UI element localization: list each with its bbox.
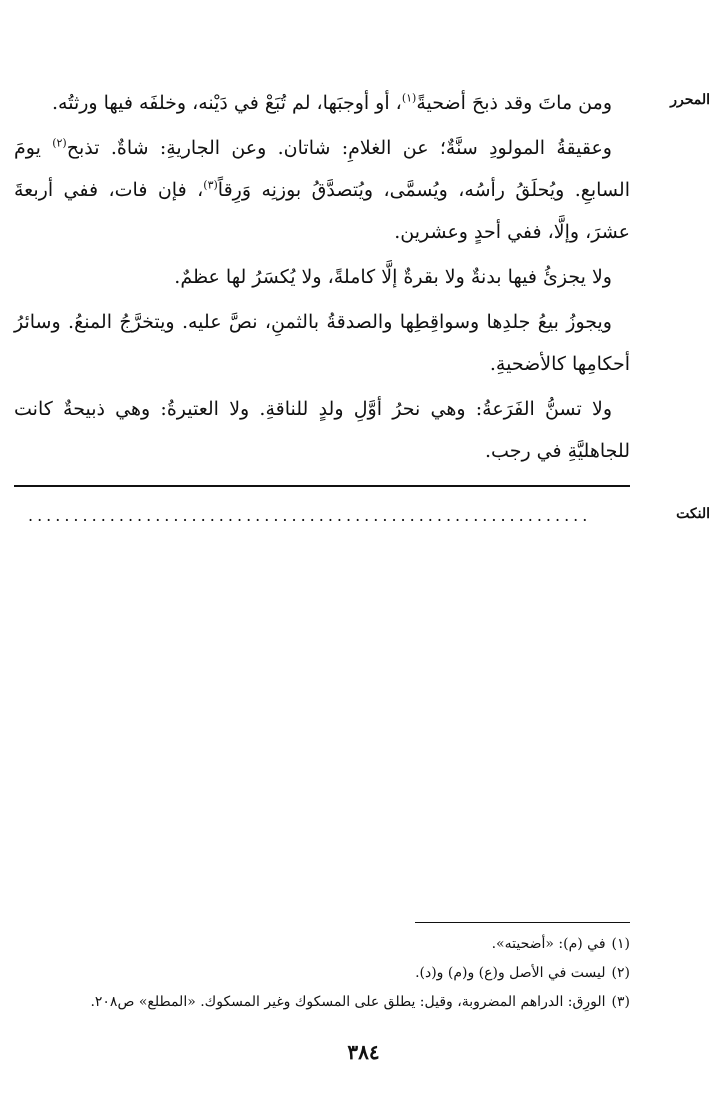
paragraph-1 <box>14 82 630 124</box>
footnote-ref-3[interactable]: (٣) <box>203 178 218 192</box>
footnote-text: الورِق: الدراهم المضروبة، وقيل: يطلق على المسكوك وغير المسكوك. «المطلع» ص٢٠٨. <box>90 994 606 1010</box>
page-number: ٣٨٤ <box>347 1040 380 1064</box>
footnote-number: (٣) <box>611 994 630 1010</box>
p1-text-a: ومن ماتَ وقد ذبحَ أضحيةً <box>416 92 612 114</box>
footnote-number: (٢) <box>611 965 630 981</box>
footnote-divider <box>415 922 630 923</box>
main-text-block <box>14 82 630 475</box>
footnote-number: (١) <box>611 936 630 952</box>
footnote-text: في (م): «أضحيته». <box>491 936 606 952</box>
footnote-text: ليست في الأصل و(ع) و(م) و(د). <box>415 965 606 981</box>
footnote-3 <box>30 988 630 1017</box>
p1-text-b: ، أو أوجبَها، لم تُبَعْ في دَيْنه، وخلفَه فيها ورثتُه. <box>52 92 402 114</box>
p2-text-c: ، فإن فات، ففي أربعةَ عشرَ، وإلَّا، ففي أحدٍ وعشرين. <box>14 179 630 243</box>
footnote-ref-1[interactable]: (١) <box>401 91 417 105</box>
paragraph-2 <box>14 127 630 253</box>
footnote-2 <box>30 959 630 988</box>
p2-text-b: يومَ السابعِ. ويُحلَقُ رأسُه، ويُسمَّى، ويُتصدَّقُ بوزنِه وَرِقاً <box>14 137 630 201</box>
footnote-1 <box>30 930 630 959</box>
p2-text-a: وعقيقةُ المولودِ سنَّةٌ؛ عن الغلامِ: شاتان. وعن الجاريةِ: شاةٌ. تذبح <box>66 137 612 159</box>
side-label-muharrar: المحرر <box>670 92 710 108</box>
footnotes <box>30 930 630 1017</box>
paragraph-3: ولا يجزئُ فيها بدنةٌ ولا بقرةٌ إلَّا كاملةً، ولا يُكسَرُ لها عظمٌ. <box>174 266 612 288</box>
nukat-dotted-line: .............................................................. <box>28 506 592 525</box>
side-label-nukat: النكت <box>676 506 710 522</box>
footnote-ref-2[interactable]: (٢) <box>52 136 67 150</box>
paragraph-4: ويجوزُ بيعُ جلدِها وسواقِطِها والصدقةُ بالثمنِ، نصَّ عليه. ويتخرَّجُ المنعُ. وسائرُ أحكامِها كالأضحيةِ. <box>14 311 630 375</box>
section-divider <box>14 485 630 487</box>
paragraph-5: ولا تسنُّ الفَرَعةُ: وهي نحرُ أوَّلِ ولدٍ للناقةِ. ولا العتيرةُ: وهي ذبيحةٌ كانت للجاهليَّةِ في رجب. <box>14 398 630 462</box>
